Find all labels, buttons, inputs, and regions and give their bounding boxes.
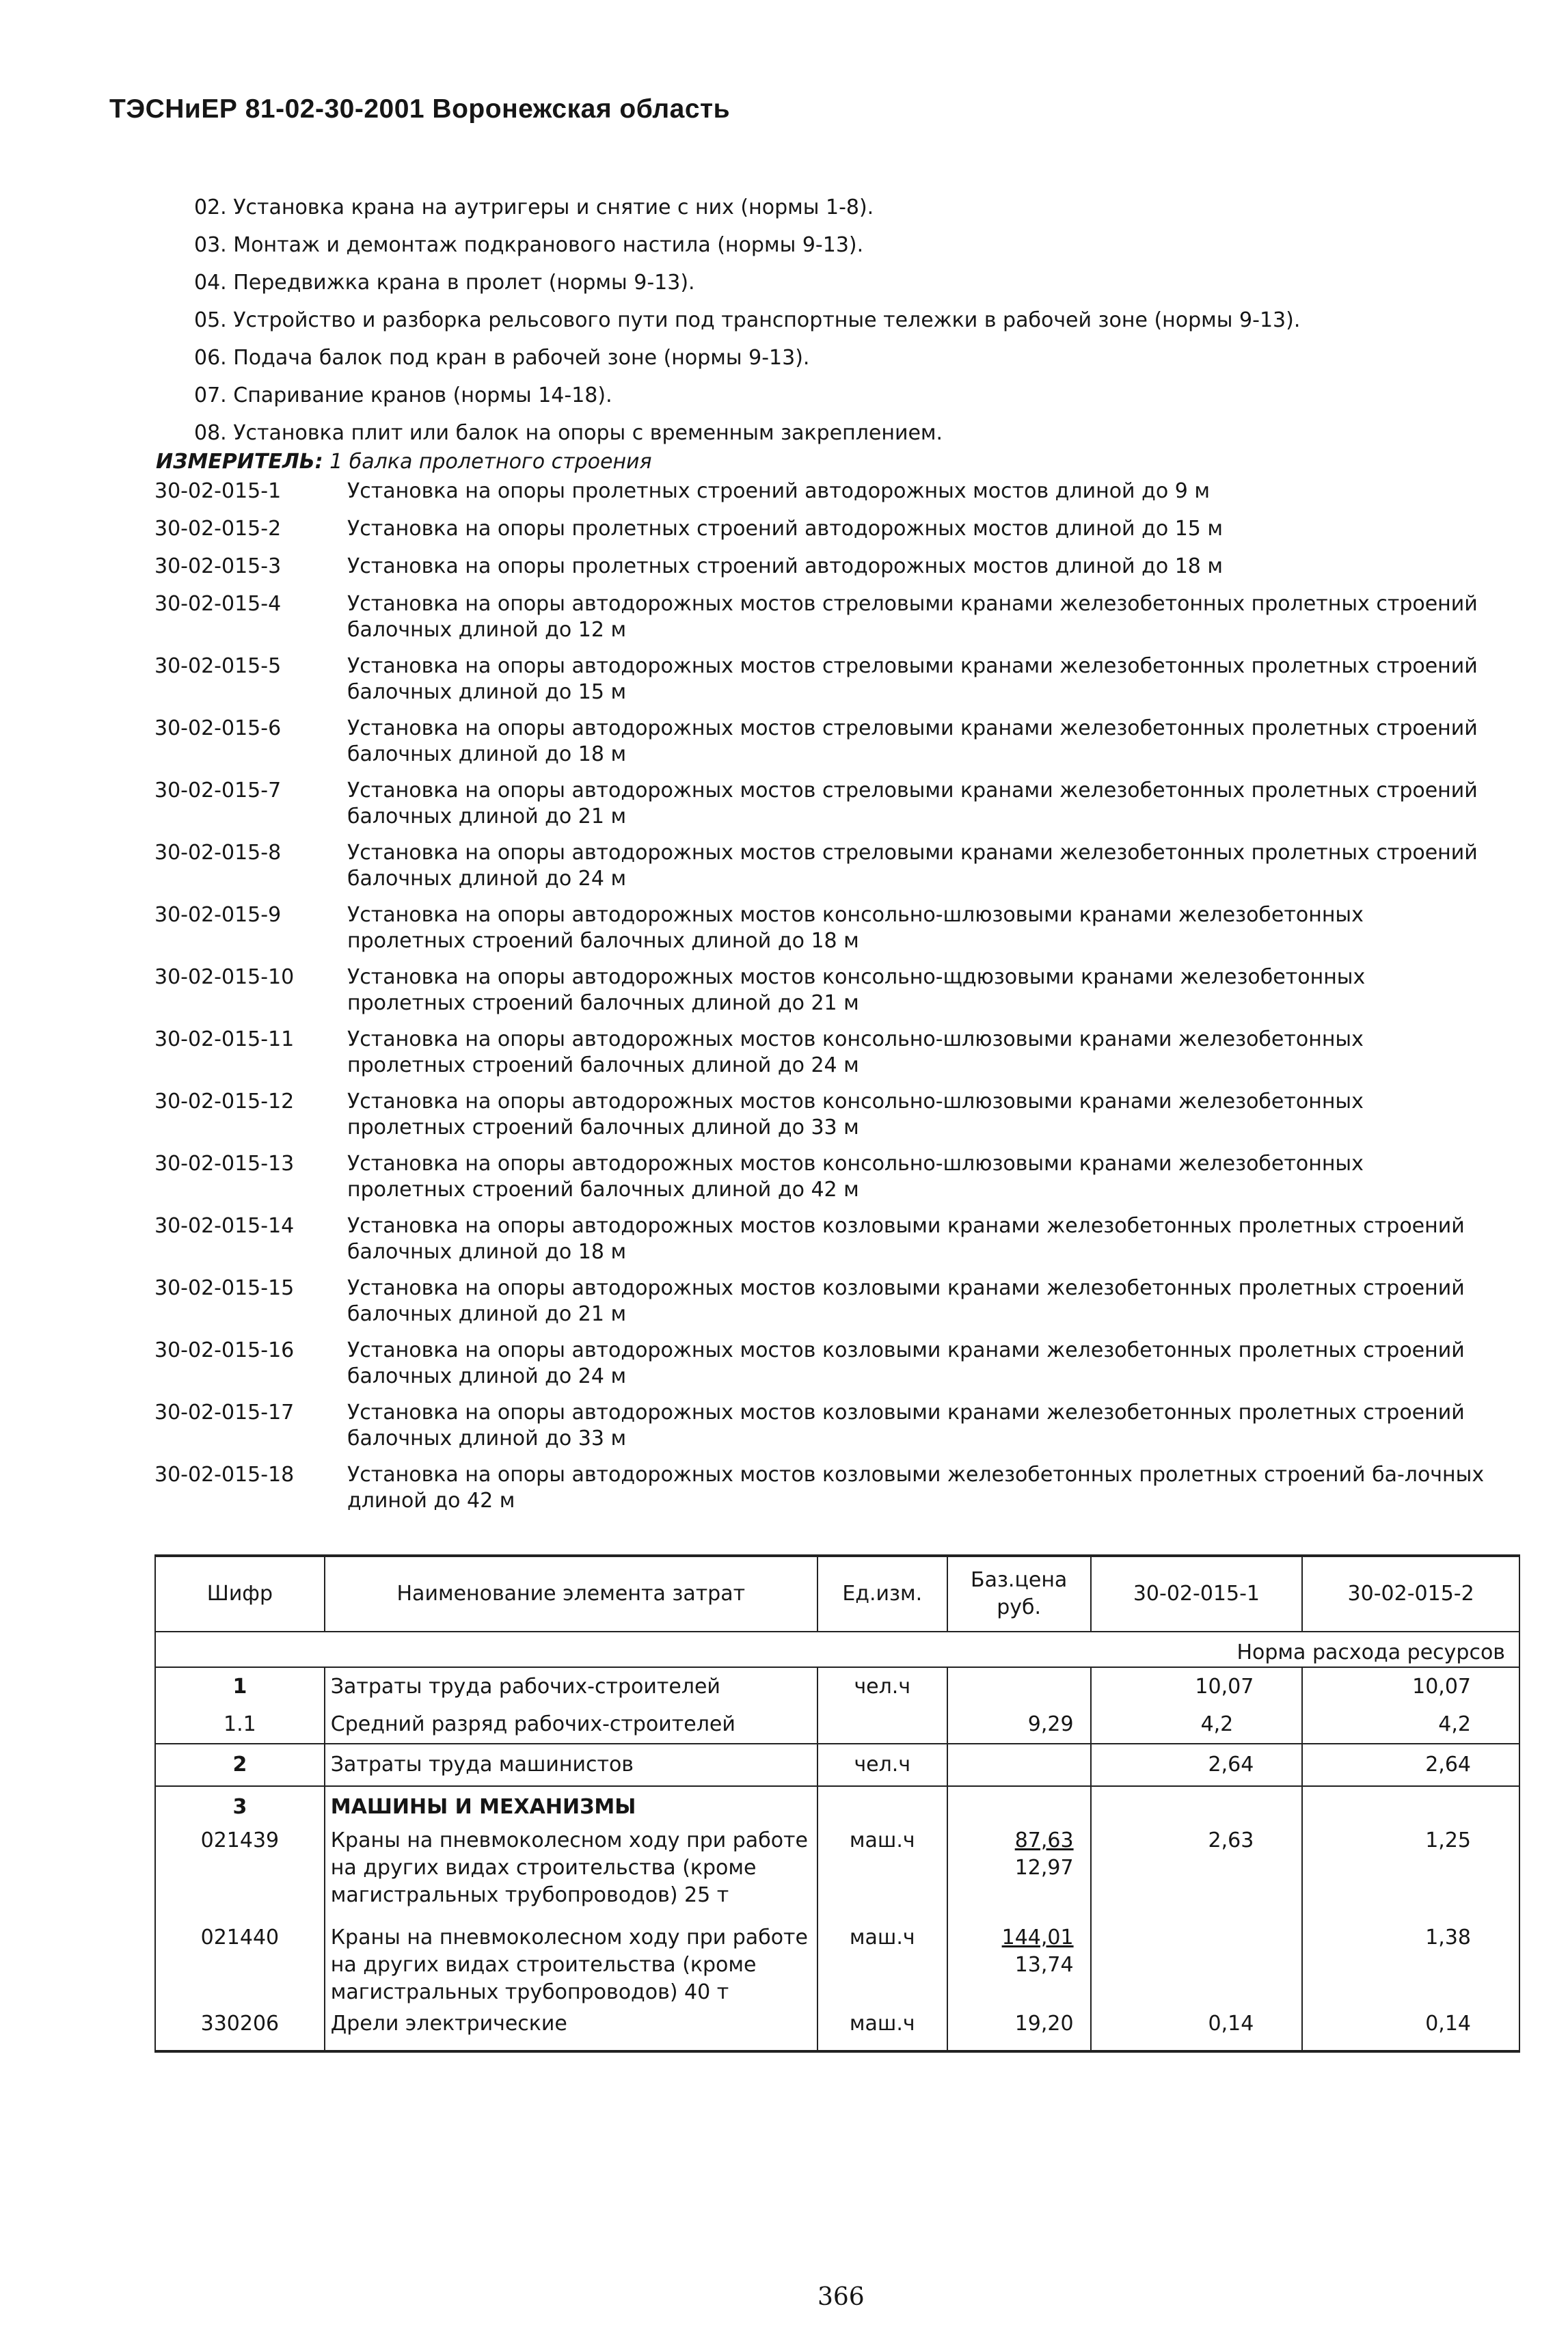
- code-row: [154, 1400, 1487, 1452]
- code-id: 30-02-015-9: [154, 903, 282, 927]
- code-row: [154, 1338, 1487, 1390]
- code-row: [154, 964, 1487, 1016]
- row-name: Краны на пневмоколесном ходу при работе на других видах строительства (кроме магистральных трубопроводов) 40 т: [325, 1924, 817, 2010]
- row-unit: [817, 1786, 947, 1827]
- code-id: 30-02-015-4: [154, 592, 282, 616]
- code-row: [154, 516, 1487, 542]
- code-row: [154, 653, 1487, 705]
- row-unit: маш.ч: [817, 1827, 947, 1924]
- row-name: МАШИНЫ И МЕХАНИЗМЫ: [325, 1786, 817, 1827]
- code-row: [154, 840, 1487, 892]
- row-unit: чел.ч: [817, 1667, 947, 1705]
- code-id: 30-02-015-1: [154, 479, 282, 503]
- code-id: 30-02-015-6: [154, 716, 282, 740]
- table-row: [155, 1786, 1519, 1827]
- code-desc: Установка на опоры автодорожных мостов консольно-шлюзовыми кранами железобетонных пролетных строений балочных длиной до 18 м: [347, 903, 1364, 953]
- row-unit: [817, 1705, 947, 1744]
- code-desc: Установка на опоры автодорожных мостов козловыми железобетонных пролетных строений ба-лочных длиной до 42 м: [347, 1463, 1485, 1513]
- price-wage: 13,74: [1014, 1953, 1074, 1977]
- row-price: [947, 1744, 1091, 1786]
- code-desc: Установка на опоры автодорожных мостов козловыми кранами железобетонных пролетных строений балочных длиной до 24 м: [347, 1338, 1465, 1388]
- row-value-1: 2,63: [1091, 1827, 1303, 1924]
- operations-list: [194, 189, 1300, 452]
- row-value-2: 4,2: [1302, 1705, 1519, 1744]
- code-row: [154, 1213, 1487, 1265]
- code-desc: Установка на опоры пролетных строений автодорожных мостов длиной до 18 м: [347, 554, 1224, 578]
- code-row: [154, 1462, 1487, 1514]
- code-desc: Установка на опоры автодорожных мостов стреловыми кранами железобетонных пролетных строений балочных длиной до 12 м: [347, 592, 1478, 642]
- code-row: [154, 778, 1487, 830]
- operation-item: 04. Передвижка крана в пролет (нормы 9-13).: [194, 271, 695, 295]
- code-row: [154, 716, 1487, 768]
- row-value-1: 10,07: [1091, 1667, 1303, 1705]
- operation-item: 07. Спаривание кранов (нормы 14-18).: [194, 383, 612, 407]
- row-value-2: [1302, 1786, 1519, 1827]
- row-price: [947, 1786, 1091, 1827]
- meter-text: 1 балка пролетного строения: [329, 450, 652, 474]
- row-price: [947, 1924, 1091, 2010]
- table-row: [155, 1705, 1519, 1744]
- row-unit: чел.ч: [817, 1744, 947, 1786]
- resources-table: [154, 1554, 1520, 2053]
- row-name: Затраты труда рабочих-строителей: [325, 1667, 817, 1705]
- code-id: 30-02-015-18: [154, 1463, 295, 1487]
- row-code: 021440: [155, 1924, 325, 2010]
- row-value-1: 4,2: [1091, 1705, 1303, 1744]
- table-row: [155, 1744, 1519, 1786]
- row-code: 3: [155, 1786, 325, 1827]
- row-price: 9,29: [947, 1705, 1091, 1744]
- row-value-1: 2,64: [1091, 1744, 1303, 1786]
- operation-item: 05. Устройство и разборка рельсового пути под транспортные тележки в рабочей зоне (нормы 9-13).: [194, 308, 1301, 332]
- row-value-1: 0,14: [1091, 2010, 1303, 2051]
- code-desc: Установка на опоры автодорожных мостов козловыми кранами железобетонных пролетных строений балочных длиной до 33 м: [347, 1401, 1465, 1450]
- row-value-2: 10,07: [1302, 1667, 1519, 1705]
- code-row: [154, 1151, 1487, 1203]
- meter-label: ИЗМЕРИТЕЛЬ:: [156, 450, 323, 474]
- code-id: 30-02-015-13: [154, 1152, 295, 1176]
- row-value-2: 2,64: [1302, 1744, 1519, 1786]
- operation-item: 02. Установка крана на аутригеры и снятие с них (нормы 1-8).: [194, 195, 874, 219]
- code-desc: Установка на опоры пролетных строений автодорожных мостов длиной до 15 м: [347, 517, 1224, 541]
- row-code: 1: [155, 1667, 325, 1705]
- code-row: [154, 591, 1487, 643]
- code-id: 30-02-015-2: [154, 517, 282, 541]
- row-value-2: 1,38: [1302, 1924, 1519, 2010]
- row-name: Краны на пневмоколесном ходу при работе на других видах строительства (кроме магистральных трубопроводов) 25 т: [325, 1827, 817, 1924]
- table-header-row: [155, 1556, 1519, 1632]
- table-row: [155, 2010, 1519, 2051]
- row-value-1: [1091, 1786, 1303, 1827]
- norm-caption: Норма расхода ресурсов: [155, 1632, 1519, 1667]
- code-desc: Установка на опоры автодорожных мостов консольно-шлюзовыми кранами железобетонных пролетных строений балочных длиной до 42 м: [347, 1152, 1364, 1202]
- row-unit: маш.ч: [817, 1924, 947, 2010]
- code-row: [154, 554, 1487, 580]
- header-col2: 30-02-015-2: [1302, 1556, 1519, 1632]
- row-name: Дрели электрические: [325, 2010, 817, 2051]
- code-row: [154, 902, 1487, 954]
- code-row: [154, 1089, 1487, 1141]
- code-id: 30-02-015-12: [154, 1090, 295, 1114]
- code-id: 30-02-015-17: [154, 1401, 295, 1425]
- code-desc: Установка на опоры автодорожных мостов стреловыми кранами железобетонных пролетных строений балочных длиной до 18 м: [347, 716, 1478, 766]
- code-desc: Установка на опоры пролетных строений автодорожных мостов длиной до 9 м: [347, 479, 1210, 503]
- header-price: Баз.цена руб.: [947, 1556, 1091, 1632]
- code-id: 30-02-015-3: [154, 554, 282, 578]
- code-id: 30-02-015-7: [154, 779, 282, 802]
- operation-item: 06. Подача балок под кран в рабочей зоне (нормы 9-13).: [194, 346, 810, 370]
- row-code: 1.1: [155, 1705, 325, 1744]
- code-desc: Установка на опоры автодорожных мостов козловыми кранами железобетонных пролетных строений балочных длиной до 18 м: [347, 1214, 1465, 1264]
- row-value-1: [1091, 1924, 1303, 2010]
- code-row: [154, 1027, 1487, 1079]
- row-price: [947, 1827, 1091, 1924]
- code-desc: Установка на опоры автодорожных мостов стреловыми кранами железобетонных пролетных строений балочных длиной до 21 м: [347, 779, 1478, 828]
- row-unit: маш.ч: [817, 2010, 947, 2051]
- code-row: [154, 1276, 1487, 1327]
- row-name: Средний разряд рабочих-строителей: [325, 1705, 817, 1744]
- row-value-2: 1,25: [1302, 1827, 1519, 1924]
- code-desc: Установка на опоры автодорожных мостов козловыми кранами железобетонных пролетных строений балочных длиной до 21 м: [347, 1276, 1465, 1326]
- norm-caption-row: [155, 1632, 1519, 1667]
- code-id: 30-02-015-5: [154, 654, 282, 678]
- page-header: ТЭСНиЕР 81-02-30-2001 Воронежская область: [109, 94, 731, 124]
- price-machine: 87,63: [1014, 1829, 1074, 1852]
- row-price: 19,20: [947, 2010, 1091, 2051]
- codes-list: [154, 478, 1487, 1514]
- header-code: Шифр: [155, 1556, 325, 1632]
- meter-line: [156, 450, 652, 474]
- price-wage: 12,97: [1014, 1856, 1074, 1880]
- code-desc: Установка на опоры автодорожных мостов консольно-шлюзовыми кранами железобетонных пролетных строений балочных длиной до 24 м: [347, 1027, 1364, 1077]
- row-code: 2: [155, 1744, 325, 1786]
- operation-item: 03. Монтаж и демонтаж подкранового настила (нормы 9-13).: [194, 233, 864, 257]
- operation-item: 08. Установка плит или балок на опоры с временным закреплением.: [194, 421, 943, 445]
- page-number: 366: [817, 2283, 865, 2311]
- code-row: [154, 478, 1487, 504]
- code-desc: Установка на опоры автодорожных мостов стреловыми кранами железобетонных пролетных строений балочных длиной до 24 м: [347, 841, 1478, 891]
- table-row: [155, 1924, 1519, 2010]
- header-col1: 30-02-015-1: [1091, 1556, 1303, 1632]
- row-value-2: 0,14: [1302, 2010, 1519, 2051]
- row-code: 330206: [155, 2010, 325, 2051]
- row-code: 021439: [155, 1827, 325, 1924]
- code-id: 30-02-015-15: [154, 1276, 295, 1300]
- code-id: 30-02-015-16: [154, 1338, 295, 1362]
- code-desc: Установка на опоры автодорожных мостов стреловыми кранами железобетонных пролетных строений балочных длиной до 15 м: [347, 654, 1478, 704]
- header-unit: Ед.изм.: [817, 1556, 947, 1632]
- code-desc: Установка на опоры автодорожных мостов консольно-щдюзовыми кранами железобетонных пролетных строений балочных длиной до 21 м: [347, 965, 1366, 1015]
- header-name: Наименование элемента затрат: [325, 1556, 817, 1632]
- price-machine: 144,01: [1001, 1926, 1074, 1949]
- table-row: [155, 1667, 1519, 1705]
- row-name: Затраты труда машинистов: [325, 1744, 817, 1786]
- row-price: [947, 1667, 1091, 1705]
- code-id: 30-02-015-11: [154, 1027, 295, 1051]
- code-id: 30-02-015-14: [154, 1214, 295, 1238]
- code-id: 30-02-015-10: [154, 965, 295, 989]
- table-row: [155, 1827, 1519, 1924]
- code-desc: Установка на опоры автодорожных мостов консольно-шлюзовыми кранами железобетонных пролетных строений балочных длиной до 33 м: [347, 1090, 1364, 1139]
- code-id: 30-02-015-8: [154, 841, 282, 865]
